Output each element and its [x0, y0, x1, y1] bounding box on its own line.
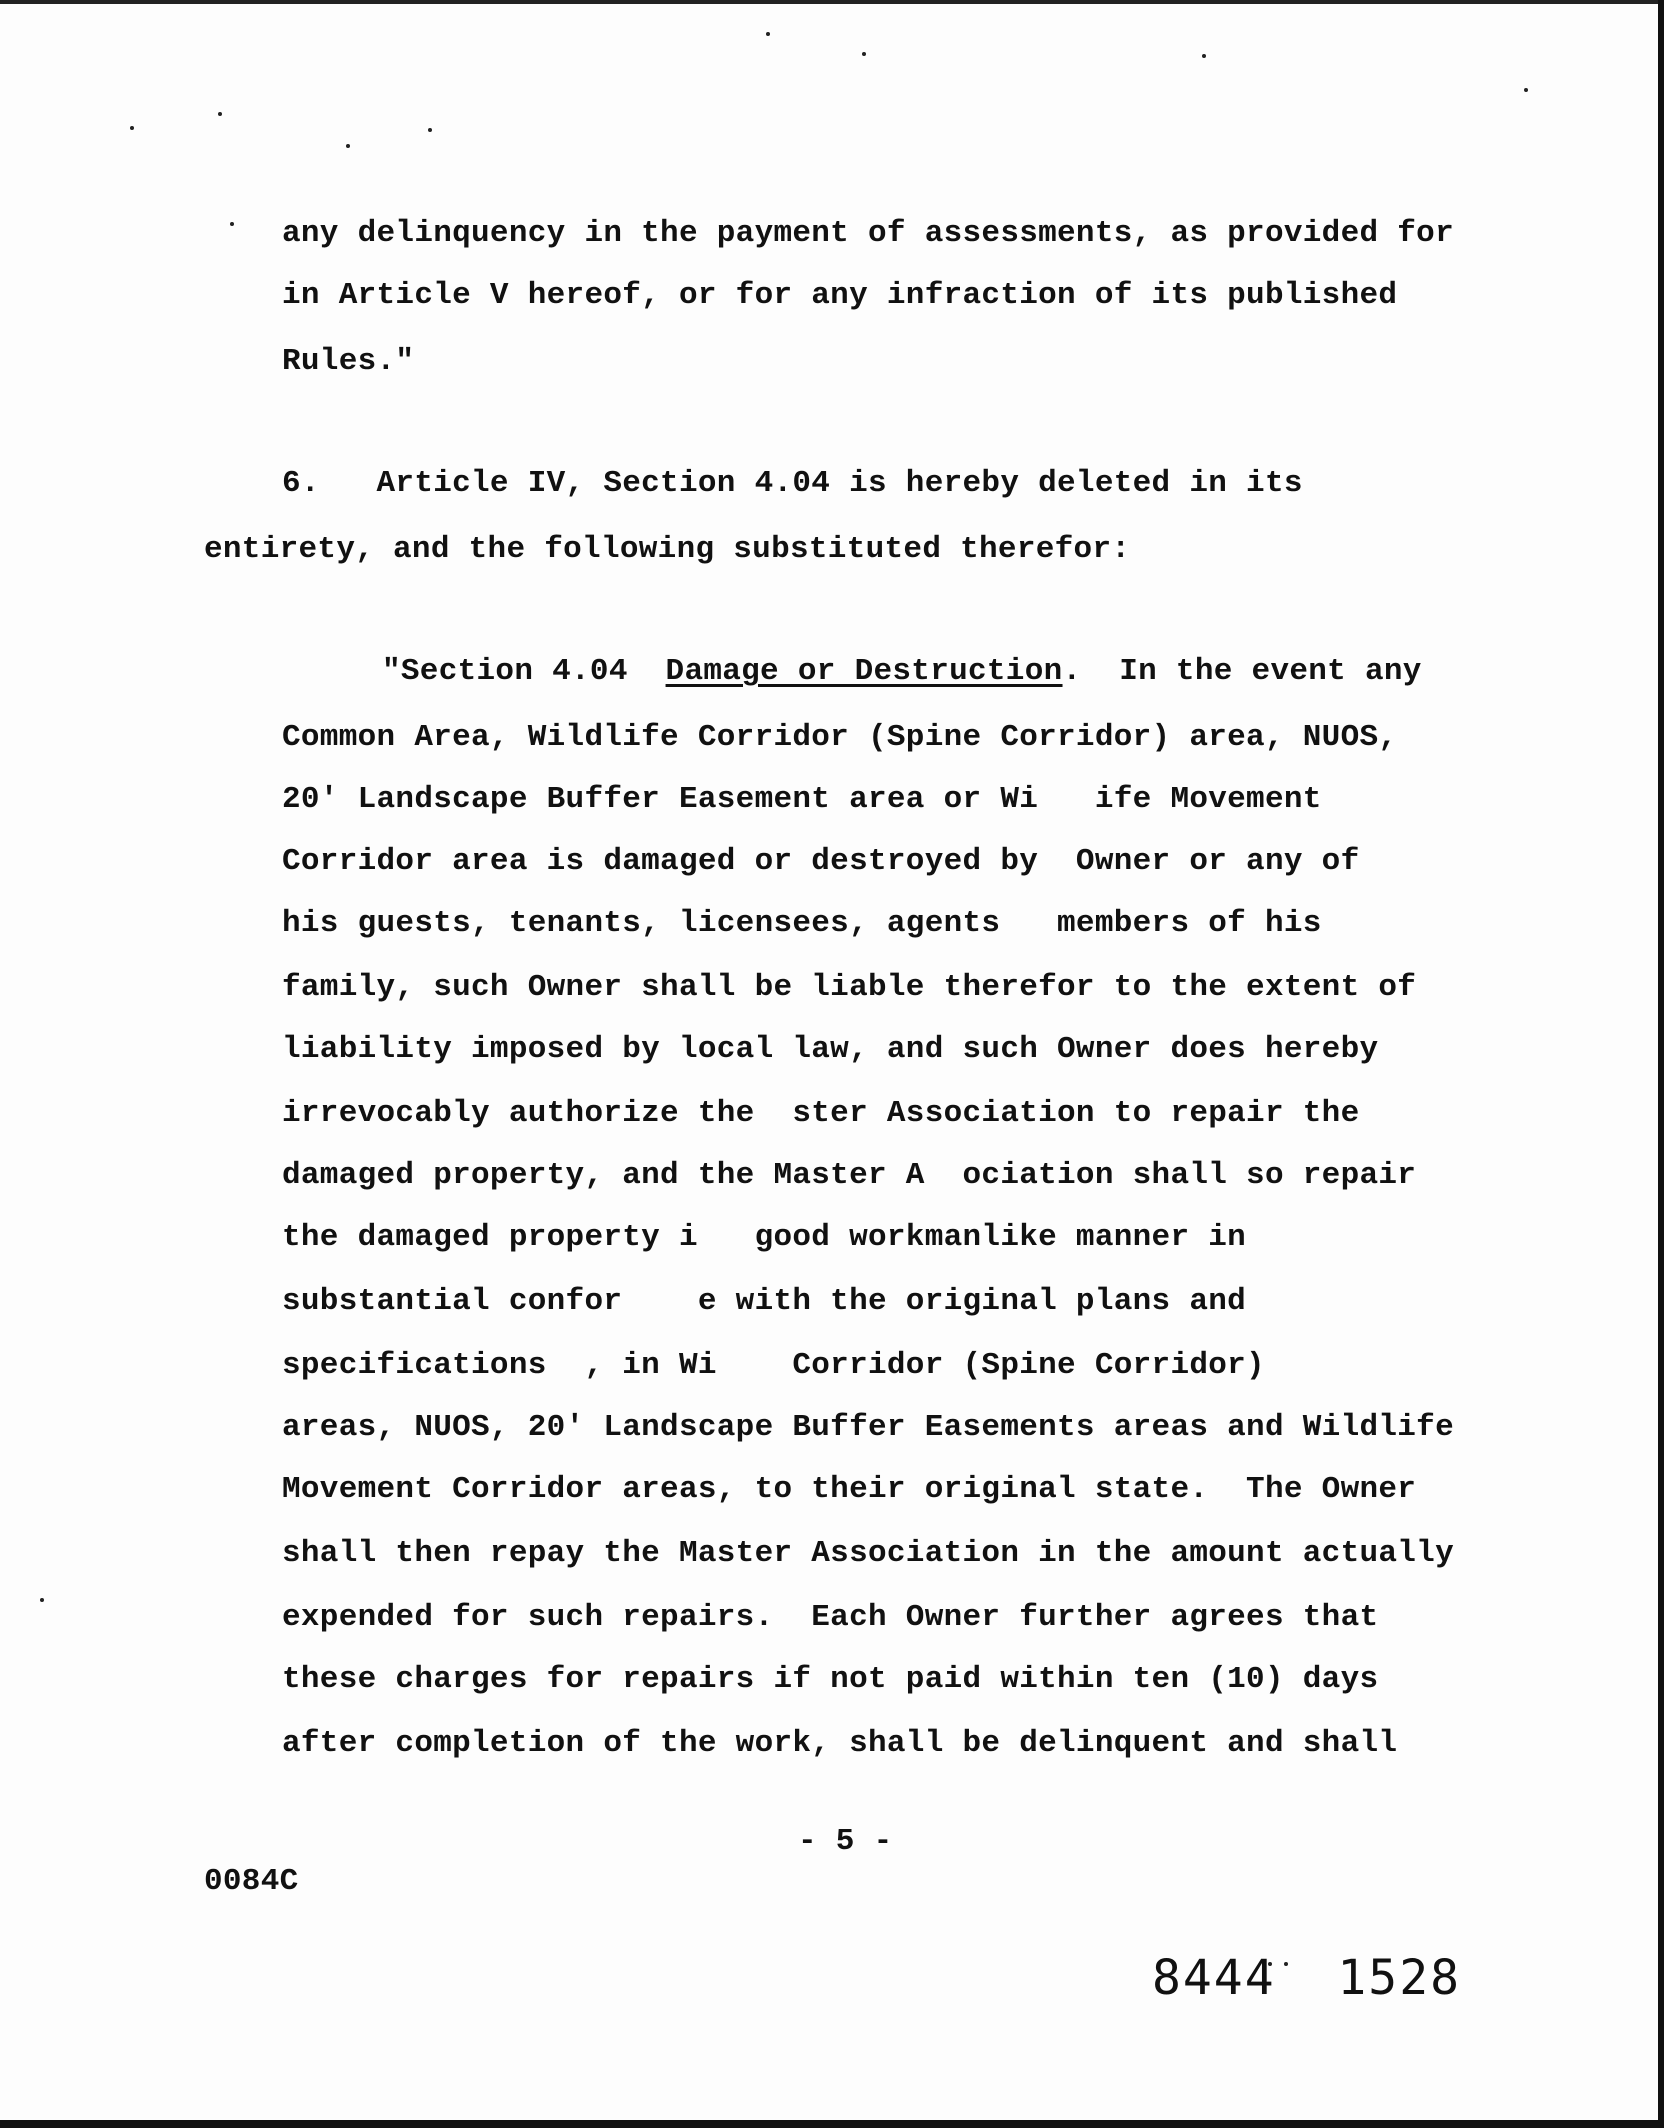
- text-line: after completion of the work, shall be delinquent and shall: [282, 1726, 1398, 1761]
- section-number: "Section 4.04: [382, 654, 666, 689]
- text-line: liability imposed by local law, and such Owner does hereby: [282, 1032, 1379, 1067]
- text-line: specifications , in Wi Corridor (Spine Corridor): [282, 1348, 1265, 1383]
- text-line: damaged property, and the Master A ociation shall so repair: [282, 1158, 1417, 1193]
- section-heading-line: [382, 652, 1422, 692]
- record-number-stamp: 8444 1528: [1152, 1950, 1461, 2006]
- text-line: shall then repay the Master Association in the amount actually: [282, 1536, 1454, 1571]
- text-line: Rules.": [282, 344, 415, 379]
- text-line: the damaged property i good workmanlike manner in: [282, 1220, 1247, 1255]
- scan-speck: [766, 32, 770, 36]
- text-line: Movement Corridor areas, to their original state. The Owner: [282, 1472, 1417, 1507]
- scan-speck: [130, 126, 134, 130]
- text-line: expended for such repairs. Each Owner further agrees that: [282, 1600, 1379, 1635]
- text-line: any delinquency in the payment of assessments, as provided for: [282, 216, 1454, 251]
- scan-speck: [218, 112, 222, 116]
- scan-speck: [428, 128, 432, 132]
- text-line: in Article V hereof, or for any infraction of its published: [282, 278, 1398, 313]
- text-line: 6. Article IV, Section 4.04 is hereby deleted in its: [282, 466, 1303, 501]
- text-line: Common Area, Wildlife Corridor (Spine Corridor) area, NUOS,: [282, 720, 1398, 755]
- scan-speck: [1202, 54, 1206, 58]
- scan-border-right: [1658, 0, 1664, 2128]
- scan-speck: [1524, 88, 1528, 92]
- document-code: 0084C: [204, 1864, 299, 1899]
- text-line: areas, NUOS, 20' Landscape Buffer Easements areas and Wildlife: [282, 1410, 1454, 1445]
- scan-speck: [346, 144, 350, 148]
- text-line: 20' Landscape Buffer Easement area or Wi ife Movement: [282, 782, 1322, 817]
- text-line: his guests, tenants, licensees, agents members of his: [282, 906, 1322, 941]
- text-line: substantial confor e with the original plans and: [282, 1284, 1247, 1319]
- section-title: Damage or Destruction: [665, 654, 1063, 689]
- text-line: these charges for repairs if not paid within ten (10) days: [282, 1662, 1379, 1697]
- scan-border-top: [0, 0, 1664, 4]
- page-number: - 5 -: [798, 1824, 893, 1859]
- scan-speck: [230, 222, 234, 226]
- scan-border-bottom: [0, 2120, 1664, 2128]
- scan-speck: [40, 1598, 44, 1602]
- scan-speck: [862, 52, 866, 56]
- text-line: entirety, and the following substituted therefor:: [204, 532, 1131, 567]
- section-lead-text: . In the event any: [1062, 654, 1422, 689]
- text-line: irrevocably authorize the ster Association to repair the: [282, 1096, 1360, 1131]
- text-line: Corridor area is damaged or destroyed by Owner or any of: [282, 844, 1360, 879]
- text-line: family, such Owner shall be liable therefor to the extent of: [282, 970, 1417, 1005]
